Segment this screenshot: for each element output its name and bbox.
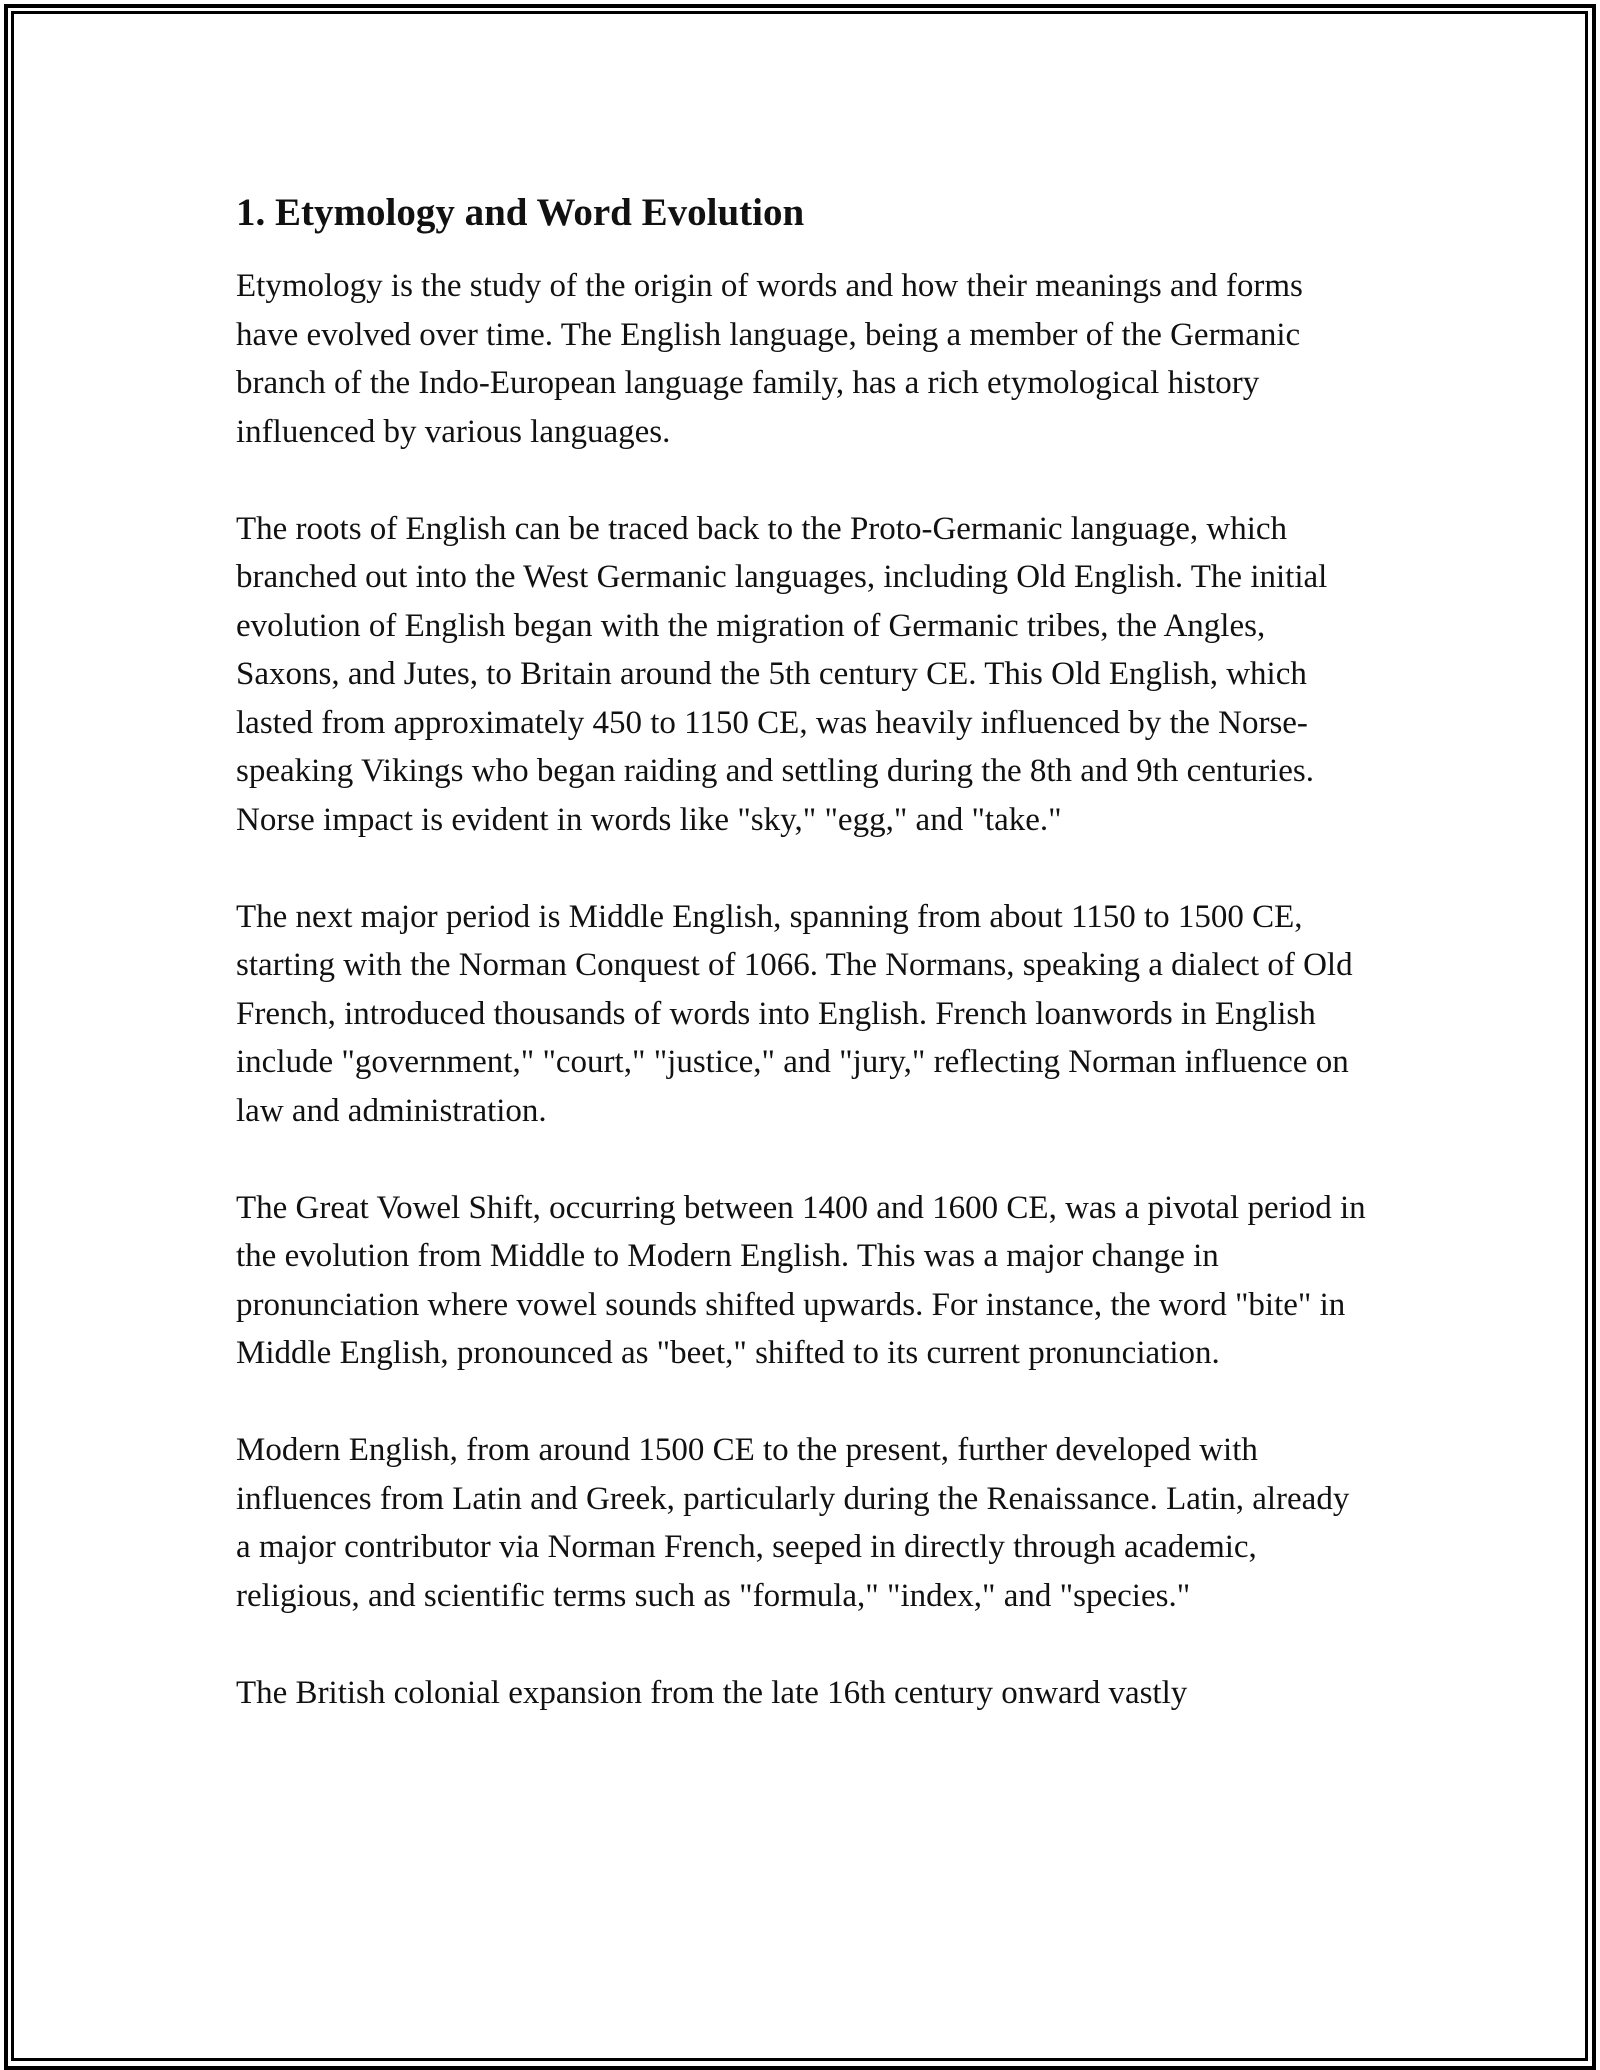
paragraph-old-english: The roots of English can be traced back to the Proto-Germanic language, which branched out into the West Germanic languages, including Old English. The initial evolution of English began with the migration of Germanic tribes, the Angles, Saxons, and Jutes, to Britain around the 5th century CE. This Old English, which lasted from approximately 450 to 1150 CE, was heavily influenced by the Norse-speaking Vikings who began raiding and settling during the 8th and 9th centuries. Norse impact is evident in words like "sky," "egg," and "take.": [236, 510, 1328, 838]
paragraph-middle-english: The next major period is Middle English, spanning from about 1150 to 1500 CE, starting with the Norman Conquest of 1066. The Normans, speaking a dialect of Old French, introduced thousands of words into English. French loanwords in English include "government," "court," "justice," and "jury," reflecting Norman influence on law and administration.: [236, 898, 1353, 1129]
section-heading: 1. Etymology and Word Evolution: [236, 191, 805, 234]
paragraph-etymology-intro: Etymology is the study of the origin of words and how their meanings and forms have evolved over time. The English language, being a member of the Germanic branch of the Indo-European language family, has a rich etymological history influenced by various languages.: [236, 268, 1303, 450]
paragraph-modern-english: Modern English, from around 1500 CE to the present, further developed with influences from Latin and Greek, particularly during the Renaissance. Latin, already a major contributor via Norman French, seeped in directly through academic, religious, and scientific terms such as "formula," "index," and "species.": [236, 1432, 1350, 1614]
document-body: [236, 186, 1366, 1766]
paragraph-colonial-expansion: The British colonial expansion from the late 16th century onward vastly: [236, 1674, 1188, 1711]
paragraph-great-vowel-shift: The Great Vowel Shift, occurring between 1400 and 1600 CE, was a pivotal period in the evolution from Middle to Modern English. This was a major change in pronunciation where vowel sounds shifted upwards. For instance, the word "bite" in Middle English, pronounced as "beet," shifted to its current pronunciation.: [236, 1189, 1366, 1371]
